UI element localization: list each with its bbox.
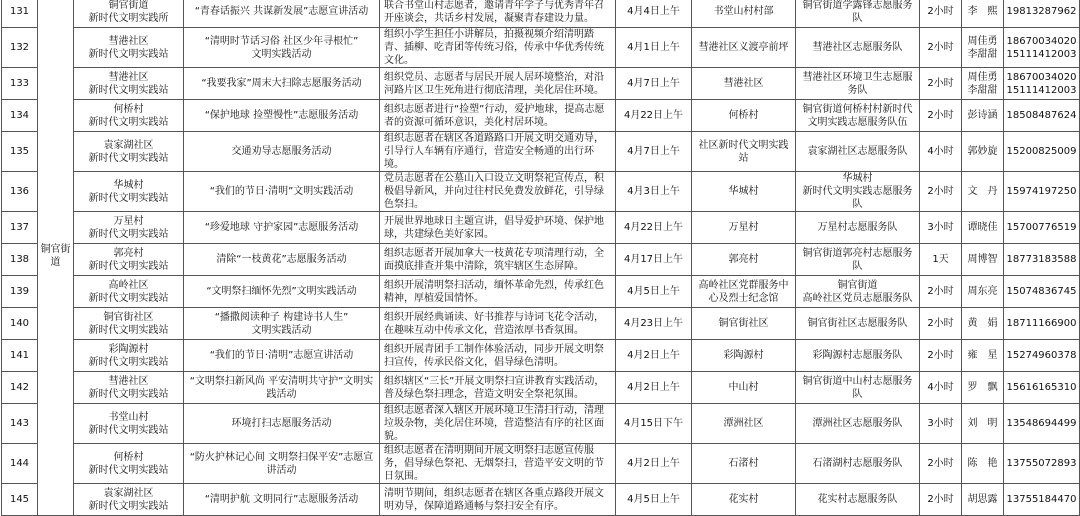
contact-phone: 13548694499 — [1004, 404, 1080, 444]
practice-station: 何桥村 新时代文明实践站 — [74, 444, 184, 484]
contact-phone: 13755072893 — [1004, 444, 1080, 484]
activity-date: 4月22日上午 — [616, 212, 692, 244]
activity-place: 社区新时代文明实践站 — [692, 132, 796, 172]
table-row — [2, 244, 1080, 276]
activity-place: 花实村 — [692, 484, 796, 516]
activity-duration: 2小时 — [920, 172, 962, 212]
activity-name: “清明时节话习俗 社区少年寻根忙” 文明实践活动 — [184, 28, 380, 68]
contact-person: 周东亮 — [962, 276, 1004, 308]
activity-duration: 2小时 — [920, 0, 962, 28]
service-team: 铜官街社区志愿服务队 — [796, 308, 920, 340]
service-team: 华城村 新时代文明实践志愿服务队 — [796, 172, 920, 212]
service-team: 万星村志愿服务队 — [796, 212, 920, 244]
contact-person: 周博智 — [962, 244, 1004, 276]
activity-place: 铜官街社区 — [692, 308, 796, 340]
contact-person: 彭诗涵 — [962, 100, 1004, 132]
activity-duration: 4小时 — [920, 372, 962, 404]
activity-name: 清除“一枝黄花”志愿服务活动 — [184, 244, 380, 276]
activity-date: 4月2日上午 — [616, 444, 692, 484]
activity-duration: 1天 — [920, 244, 962, 276]
row-number: 139 — [2, 276, 38, 308]
practice-station: 书堂山村 新时代文明实践站 — [74, 404, 184, 444]
activity-place: 书堂山村村部 — [692, 0, 796, 28]
row-number: 134 — [2, 100, 38, 132]
row-number: 131 — [2, 0, 38, 28]
contact-phone: 15074836745 — [1004, 276, 1080, 308]
table-row — [2, 132, 1080, 172]
activity-duration: 2小时 — [920, 444, 962, 484]
service-team: 铜官街道郭亮村志愿服务队 — [796, 244, 920, 276]
activity-duration: 2小时 — [920, 484, 962, 516]
row-number: 142 — [2, 372, 38, 404]
activity-duration: 2小时 — [920, 308, 962, 340]
activity-name: 环境打扫志愿服务活动 — [184, 404, 380, 444]
service-team: 铜官街道 高岭社区党员志愿服务队 — [796, 276, 920, 308]
activity-place: 石渚村 — [692, 444, 796, 484]
table-row — [2, 28, 1080, 68]
contact-phone: 19813287962 — [1004, 0, 1080, 28]
contact-phone: 15200825009 — [1004, 132, 1080, 172]
activity-date: 4月22日上午 — [616, 100, 692, 132]
activity-date: 4月17日上午 — [616, 244, 692, 276]
practice-station: 袁家湖社区 新时代文明实践站 — [74, 132, 184, 172]
activity-duration: 2小时 — [920, 68, 962, 100]
activity-name: “清明护航 文明同行”志愿服务活动 — [184, 484, 380, 516]
row-number: 145 — [2, 484, 38, 516]
activity-place: 华城村 — [692, 172, 796, 212]
service-team: 彩陶源村志愿服务队 — [796, 340, 920, 372]
practice-station: 彗港社区 新时代文明实践站 — [74, 28, 184, 68]
contact-phone: 18508487624 — [1004, 100, 1080, 132]
activity-content: 组织开展清明祭扫活动，缅怀革命先烈，传承红色精神，厚植爱国情怀。 — [380, 276, 616, 308]
row-number: 141 — [2, 340, 38, 372]
activity-date: 4月1日上午 — [616, 28, 692, 68]
activity-date: 4月2日上午 — [616, 372, 692, 404]
activity-content: 开展世界地球日主题宣讲，倡导爱护环境、保护地球，共建绿色美好家园。 — [380, 212, 616, 244]
service-team: 花实村志愿服务队 — [796, 484, 920, 516]
activity-place: 中山村 — [692, 372, 796, 404]
activity-date: 4月3日上午 — [616, 172, 692, 212]
contact-phone: 15274960378 — [1004, 340, 1080, 372]
contact-person: 雍 星 — [962, 340, 1004, 372]
contact-person: 文 丹 — [962, 172, 1004, 212]
service-team: 铜官街道中山村志愿服务队 — [796, 372, 920, 404]
activity-date: 4月4日上午 — [616, 0, 692, 28]
row-number: 138 — [2, 244, 38, 276]
contact-person: 郭妙旋 — [962, 132, 1004, 172]
table-row — [2, 340, 1080, 372]
activity-content: 组织党员、志愿者与居民开展人居环境整治，对沿河路片区卫生死角进行彻底清理，美化居住环境。 — [380, 68, 616, 100]
contact-phone: 15974197250 — [1004, 172, 1080, 212]
activity-place: 彩陶源村 — [692, 340, 796, 372]
table-row — [2, 172, 1080, 212]
service-team: 铜官街道何桥村村新时代文明实践志愿服务队伍 — [796, 100, 920, 132]
activity-duration: 2小时 — [920, 28, 962, 68]
activity-content: 党员志愿者在公墓山入口设立文明祭祀宣传点，积极倡导新风，并向过往村民免费发放鲜花，引导绿色祭扫。 — [380, 172, 616, 212]
row-number: 144 — [2, 444, 38, 484]
activity-name: “播撒阅读种子 构建诗书人生” 文明实践活动 — [184, 308, 380, 340]
table-row — [2, 404, 1080, 444]
activity-date: 4月15日下午 — [616, 404, 692, 444]
practice-station: 郭亮村 新时代文明实践站 — [74, 244, 184, 276]
activity-place: 万星村 — [692, 212, 796, 244]
practice-station: 彩陶源村 新时代文明实践站 — [74, 340, 184, 372]
contact-phone: 13755184470 — [1004, 484, 1080, 516]
activity-place: 何桥村 — [692, 100, 796, 132]
table-row — [2, 68, 1080, 100]
practice-station: 高岭社区 新时代文明实践站 — [74, 276, 184, 308]
activity-place: 郭亮村 — [692, 244, 796, 276]
row-number: 137 — [2, 212, 38, 244]
contact-person: 黄 娟 — [962, 308, 1004, 340]
activity-name: “我要我家”周末大扫除志愿服务活动 — [184, 68, 380, 100]
activity-place: 彗港社区义渡亭前坪 — [692, 28, 796, 68]
table-row — [2, 372, 1080, 404]
contact-phone: 18773183588 — [1004, 244, 1080, 276]
activity-date: 4月7日上午 — [616, 132, 692, 172]
activity-name: “我们的节日·清明”文明实践活动 — [184, 172, 380, 212]
activity-duration: 3小时 — [920, 404, 962, 444]
activity-name: “防火护林记心间 文明祭扫保平安”志愿宣讲活动 — [184, 444, 380, 484]
contact-person: 周佳勇 李甜甜 — [962, 68, 1004, 100]
contact-person: 谭晓佳 — [962, 212, 1004, 244]
practice-station: 袁家湖社区 新时代文明实践站 — [74, 484, 184, 516]
activity-duration: 3小时 — [920, 212, 962, 244]
practice-station: 华城村 新时代文明实践站 — [74, 172, 184, 212]
activity-content: 组织志愿者开展加拿大一枝黄花专项清理行动，全面摸底排查并集中清除，筑牢辖区生态屏障。 — [380, 244, 616, 276]
activity-content: 组织志愿者在清明期间开展文明祭扫志愿宣传服务，倡导绿色祭祀、无烟祭扫，营造平安文明的节日氛围。 — [380, 444, 616, 484]
contact-person: 周佳勇 李甜甜 — [962, 28, 1004, 68]
activity-content: 组织辖区“三长”开展文明祭扫宣讲教育实践活动，普及绿色祭扫理念，营造文明安全祭祀氛围。 — [380, 372, 616, 404]
table-row — [2, 212, 1080, 244]
activity-content: 清明节期间，组织志愿者在辖区各重点路段开展文明劝导，保障道路通畅与祭扫安全有序。 — [380, 484, 616, 516]
activity-date: 4月5日上午 — [616, 276, 692, 308]
activity-content: 组织开展青团手工制作体验活动，同步开展文明祭扫宣传，传承民俗文化，倡导绿色清明。 — [380, 340, 616, 372]
contact-phone: 18711166900 — [1004, 308, 1080, 340]
activity-duration: 2小时 — [920, 340, 962, 372]
row-number: 133 — [2, 68, 38, 100]
table-row — [2, 0, 1080, 28]
contact-phone: 18670034020 15111412003 — [1004, 28, 1080, 68]
table-row — [2, 444, 1080, 484]
activity-place: 潭洲社区 — [692, 404, 796, 444]
table-row — [2, 100, 1080, 132]
practice-station: 何桥村 新时代文明实践站 — [74, 100, 184, 132]
activity-name: “文明祭扫缅怀先烈”文明实践活动 — [184, 276, 380, 308]
activity-date: 4月7日上午 — [616, 68, 692, 100]
contact-person: 刘 明 — [962, 404, 1004, 444]
table-row — [2, 276, 1080, 308]
activity-name: “珍爱地球 守护家园”志愿服务活动 — [184, 212, 380, 244]
table-row — [2, 308, 1080, 340]
activity-date: 4月23日上午 — [616, 308, 692, 340]
contact-phone: 18670034020 15111412003 — [1004, 68, 1080, 100]
contact-person: 陈 艳 — [962, 444, 1004, 484]
activity-place: 彗港社区 — [692, 68, 796, 100]
practice-station: 铜官街道 新时代文明实践所 — [74, 0, 184, 28]
contact-phone: 15616165310 — [1004, 372, 1080, 404]
activity-content: 组织小学生担任小讲解员，拍摄视频介绍清明踏青、插柳、吃青团等传统习俗，传承中华优秀传统文化。 — [380, 28, 616, 68]
activity-content: 联合书堂山村志愿者，邀请青年学子与优秀青年召开座谈会，共话乡村发展，凝聚青春建设力量。 — [380, 0, 616, 28]
service-team: 铜官街道学露锋志愿服务队 — [796, 0, 920, 28]
activity-content: 组织志愿者在辖区各道路路口开展文明交通劝导，引导行人车辆有序通行，营造安全畅通的出行环境。 — [380, 132, 616, 172]
service-team: 彗港社区志愿服务队 — [796, 28, 920, 68]
activity-name: “我们的节日·清明”志愿宣讲活动 — [184, 340, 380, 372]
activity-duration: 2小时 — [920, 100, 962, 132]
row-number: 135 — [2, 132, 38, 172]
activity-duration: 4小时 — [920, 132, 962, 172]
activity-place: 高岭社区党群服务中心及烈士纪念馆 — [692, 276, 796, 308]
practice-station: 彗港社区 新时代文明实践站 — [74, 372, 184, 404]
activity-name: “青春话振兴 共谋新发展”志愿宣讲活动 — [184, 0, 380, 28]
activity-date: 4月2日上午 — [616, 340, 692, 372]
service-team: 彗港社区环境卫生志愿服务队 — [796, 68, 920, 100]
contact-person: 罗 飘 — [962, 372, 1004, 404]
contact-phone: 15700776519 — [1004, 212, 1080, 244]
activity-content: 组织志愿者进行“捡塑”行动，爱护地球，提高志愿者的资源可循环意识，美化村居环境。 — [380, 100, 616, 132]
activity-content: 组织开展经典诵读、好书推荐与诗词飞花令活动，在趣味互动中传承文化，营造浓厚书香氛围。 — [380, 308, 616, 340]
activity-name: “文明祭扫新风尚 平安清明共守护”文明实践活动 — [184, 372, 380, 404]
service-team: 潭洲社区志愿服务队 — [796, 404, 920, 444]
activity-name: 交通劝导志愿服务活动 — [184, 132, 380, 172]
row-number: 136 — [2, 172, 38, 212]
practice-station: 万星村 新时代文明实践站 — [74, 212, 184, 244]
activity-content: 组织志愿者深入辖区开展环境卫生清扫行动，清理垃圾杂物，美化居住环境，营造整洁有序的社区面貌。 — [380, 404, 616, 444]
service-team: 袁家湖社区志愿服务队 — [796, 132, 920, 172]
row-number: 140 — [2, 308, 38, 340]
table-row — [2, 484, 1080, 516]
activity-duration: 2小时 — [920, 276, 962, 308]
practice-station: 彗港社区 新时代文明实践站 — [74, 68, 184, 100]
activity-date: 4月5日上午 — [616, 484, 692, 516]
activity-name: “保护地球 捡塑慢性”志愿服务活动 — [184, 100, 380, 132]
volunteer-activity-table — [1, 0, 1080, 516]
district-cell: 铜官街道 — [38, 0, 74, 516]
service-team: 石渚湖村志愿服务队 — [796, 444, 920, 484]
row-number: 143 — [2, 404, 38, 444]
contact-person: 胡思露 — [962, 484, 1004, 516]
contact-person: 李 熙 — [962, 0, 1004, 28]
row-number: 132 — [2, 28, 38, 68]
practice-station: 铜官街社区 新时代文明实践站 — [74, 308, 184, 340]
